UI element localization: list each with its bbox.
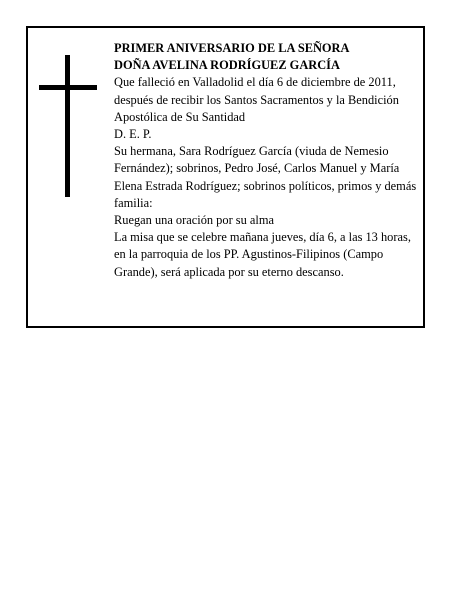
cross-icon xyxy=(39,55,97,197)
obituary-notice xyxy=(26,26,425,328)
mass-info: La misa que se celebre mañana jueves, día 6, a las 13 horas, en la parroquia de los PP. Agustinos-Filipinos (Campo Grande), será aplicada por su eterno descanso. xyxy=(114,230,411,279)
death-info: Que falleció en Valladolid el día 6 de diciembre de 2011, después de recibir los Santos Sacramentos y la Bendición Apostólica de Su Santidad xyxy=(114,75,399,124)
family-text: Su hermana, Sara Rodríguez García (viuda de Nemesio Fernández); sobrinos, Pedro José, Carlos Manuel y María Elena Estrada Rodríguez; sobrinos políticos, primos y demás familia: xyxy=(114,144,417,210)
cross-vertical-bar xyxy=(65,55,70,197)
prayer-request: Ruegan una oración por su alma xyxy=(114,213,274,228)
notice-heading-line1: PRIMER ANIVERSARIO DE LA SEÑORA xyxy=(114,41,350,55)
notice-heading-line2: DOÑA AVELINA RODRÍGUEZ GARCÍA xyxy=(114,58,340,73)
notice-text xyxy=(114,40,424,281)
cross-horizontal-bar xyxy=(39,85,97,90)
dep-text: D. E. P. xyxy=(114,127,152,142)
